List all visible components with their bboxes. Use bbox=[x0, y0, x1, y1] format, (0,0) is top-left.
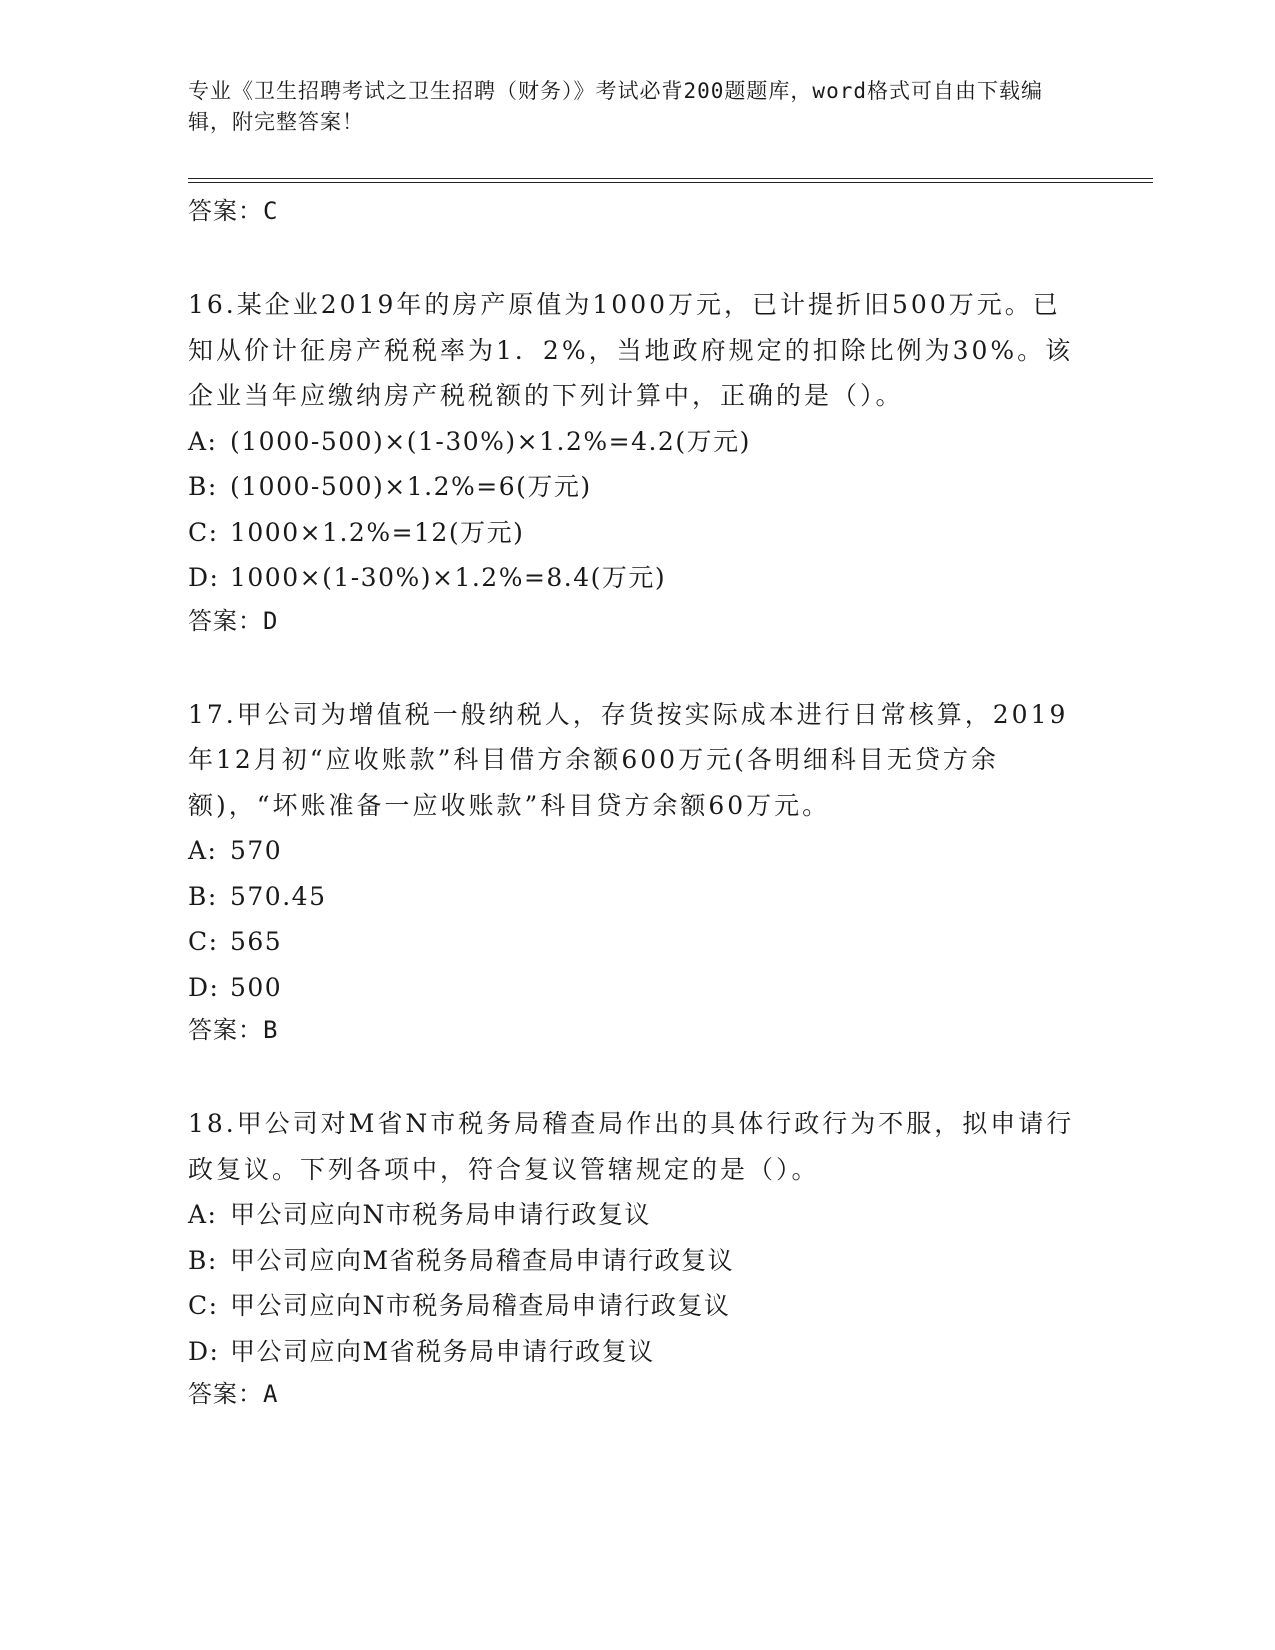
option-text: 1000×1.2%=12(万元) bbox=[230, 517, 525, 547]
option-label: D: bbox=[188, 972, 220, 1002]
option-label: B: bbox=[188, 881, 218, 911]
question-stem: 17.甲公司为增值税一般纳税人，存货按实际成本进行日常核算，2019年12月初“应收账款”科目借方余额600万元(各明细科目无贷方余额)，“坏账准备一应收账款”科目贷方余额60万元。 bbox=[188, 699, 1069, 820]
option-text: 甲公司应向N市税务局稽查局申请行政复议 bbox=[230, 1291, 731, 1320]
option-text: 甲公司应向M省税务局申请行政复议 bbox=[230, 1336, 655, 1366]
option-label: D: bbox=[188, 1336, 220, 1366]
answer-line: 答案：A bbox=[188, 1380, 279, 1408]
option-c bbox=[188, 919, 1088, 965]
option-label: A: bbox=[188, 1200, 218, 1229]
question-17 bbox=[188, 692, 1088, 1051]
answer-line: 答案：D bbox=[188, 606, 279, 635]
option-text: (1000-500)×1.2%=6(万元) bbox=[230, 472, 592, 501]
option-label: C: bbox=[188, 517, 219, 547]
option-c bbox=[188, 1283, 1088, 1329]
header-divider bbox=[188, 178, 1153, 183]
option-d bbox=[188, 965, 1088, 1011]
question-18 bbox=[188, 1101, 1088, 1414]
option-label: C: bbox=[188, 1291, 219, 1320]
option-text: (1000-500)×(1-30%)×1.2%=4.2(万元) bbox=[230, 426, 751, 456]
option-label: D: bbox=[188, 563, 220, 592]
option-b bbox=[188, 874, 1088, 920]
option-text: 565 bbox=[230, 927, 283, 956]
option-label: B: bbox=[188, 472, 218, 501]
option-label: A: bbox=[188, 836, 218, 865]
option-text: 570 bbox=[230, 836, 283, 865]
option-b bbox=[188, 1238, 1088, 1284]
option-c bbox=[188, 510, 1088, 556]
question-16 bbox=[188, 282, 1088, 641]
previous-answer: 答案：C bbox=[188, 197, 279, 225]
option-a bbox=[188, 828, 1088, 874]
question-stem: 18.甲公司对M省N市税务局稽查局作出的具体行政行为不服，拟申请行政复议。下列各项中，符合复议管辖规定的是（）。 bbox=[188, 1109, 1075, 1184]
question-list bbox=[188, 191, 1088, 1414]
option-text: 甲公司应向N市税务局申请行政复议 bbox=[230, 1200, 651, 1229]
option-b bbox=[188, 464, 1088, 510]
option-text: 甲公司应向M省税务局稽查局申请行政复议 bbox=[230, 1245, 735, 1275]
option-a bbox=[188, 419, 1088, 465]
option-label: A: bbox=[188, 426, 218, 456]
page-header: 专业《卫生招聘考试之卫生招聘（财务）》考试必背200题题库，word格式可自由下载编辑，附完整答案！ bbox=[188, 79, 1043, 134]
question-stem: 16.某企业2019年的房产原值为1000万元，已计提折旧500万元。已知从价计征房产税税率为1．2%，当地政府规定的扣除比例为30%。该企业当年应缴纳房产税税额的下列计算中，正确的是（）。 bbox=[188, 290, 1074, 410]
option-text: 500 bbox=[230, 972, 283, 1002]
option-d bbox=[188, 555, 1088, 601]
option-a bbox=[188, 1192, 1088, 1238]
option-label: B: bbox=[188, 1245, 218, 1275]
option-d bbox=[188, 1329, 1088, 1375]
option-label: C: bbox=[188, 927, 219, 956]
option-text: 1000×(1-30%)×1.2%=8.4(万元) bbox=[230, 563, 667, 592]
answer-line: 答案：B bbox=[188, 1016, 279, 1044]
option-text: 570.45 bbox=[230, 881, 327, 911]
